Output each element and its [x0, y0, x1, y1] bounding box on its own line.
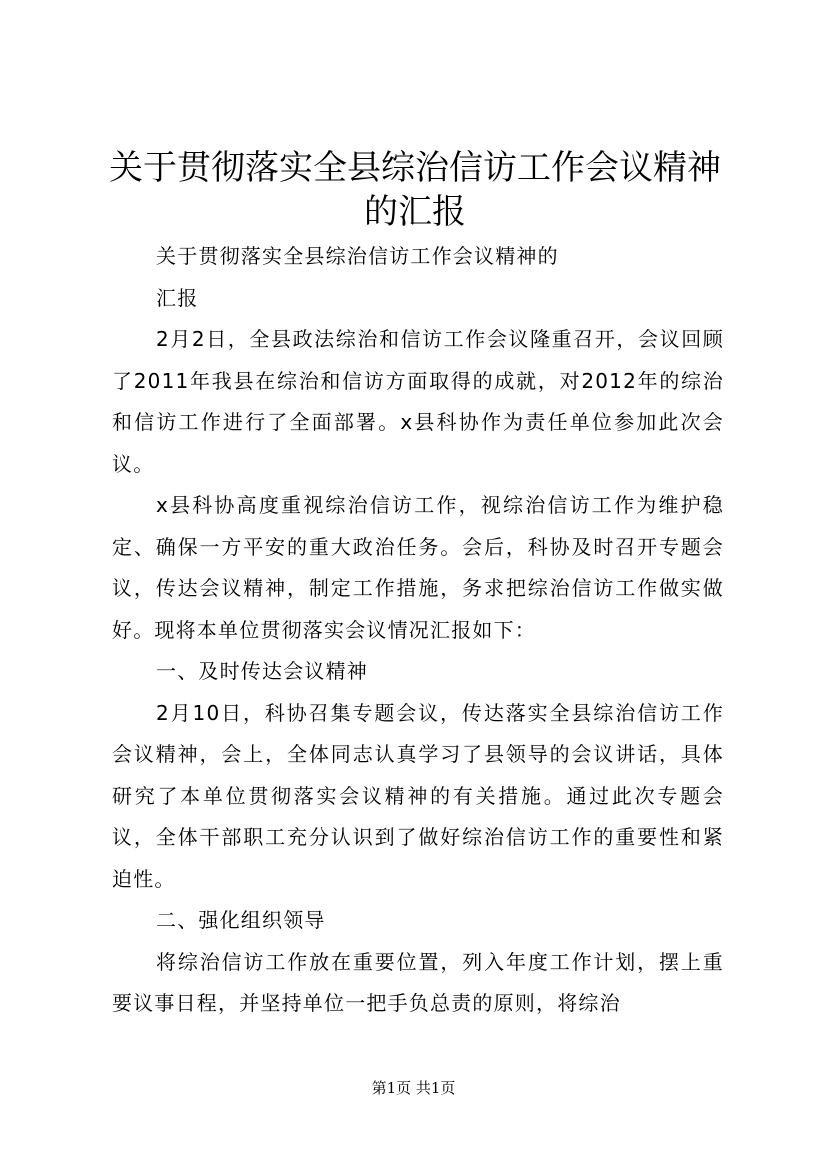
page-footer: 第1页 共1页: [371, 1079, 456, 1097]
section-heading-1: 一、及时传达会议精神: [156, 659, 368, 683]
document-title: 关于贯彻落实全县综治信访工作会议精神的汇报: [109, 148, 721, 232]
paragraph-subtitle-line-2: 汇报: [156, 285, 199, 310]
section-heading-2: 二、强化组织领导: [156, 908, 326, 932]
paragraph-section-2: 将综治信访工作放在重要位置，列入年度工作计划，摆上重要议事日程，并坚持单位一把手负总责的原则，将综治: [112, 949, 724, 1015]
document-body: [112, 236, 724, 1025]
paragraph-attention: x县科协高度重视综治信访工作，视综治信访工作为维护稳定、确保一方平安的重大政治任务。会后，科协及时召开专题会议，传达会议精神，制定工作措施，务求把综治信访工作做实做好。现将本单位贯彻落实会议情况汇报如下：: [112, 493, 724, 642]
paragraph-meeting-summary: 2月2日，全县政法综治和信访工作会议隆重召开，会议回顾了2011年我县在综治和信访方面取得的成就，对2012年的综治和信访工作进行了全面部署。x县科协作为责任单位参加此次会议。: [112, 327, 724, 476]
paragraph-section-1: 2月10日，科协召集专题会议，传达落实全县综治信访工作会议精神，会上，全体同志认真学习了县领导的会议讲话，具体研究了本单位贯彻落实会议精神的有关措施。通过此次专题会议，全体干部职工充分认识到了做好综治信访工作的重要性和紧迫性。: [112, 700, 724, 891]
paragraph-subtitle-line-1: 关于贯彻落实全县综治信访工作会议精神的: [156, 244, 559, 268]
